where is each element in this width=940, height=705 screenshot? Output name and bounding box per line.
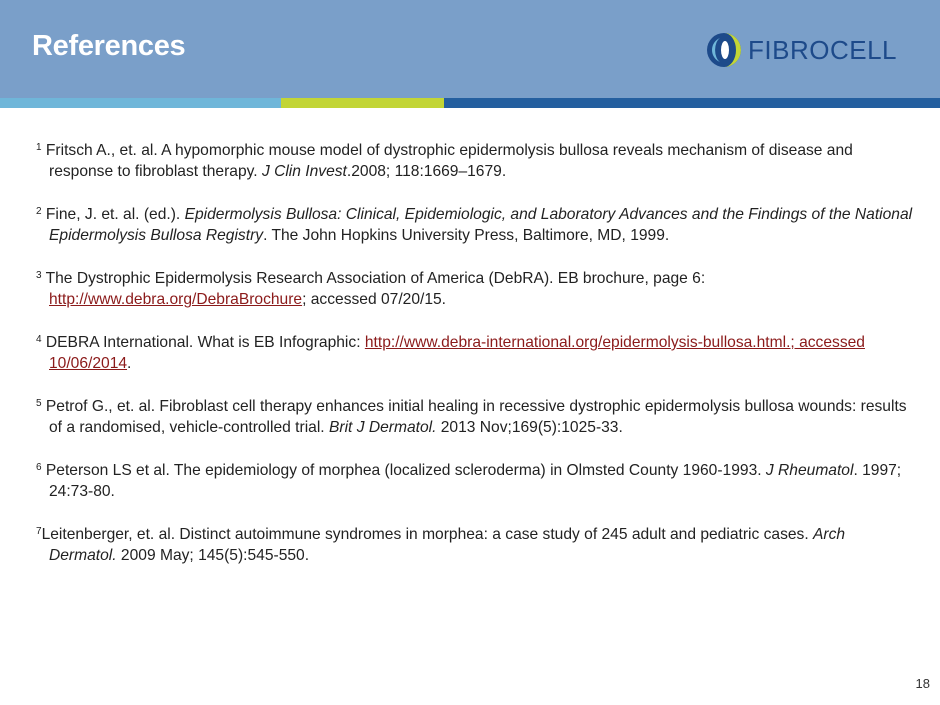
reference-text: Leitenberger, et. al. Distinct autoimmune syndromes in morphea: a case study of 245 adult and pediatric cases. bbox=[41, 526, 814, 543]
reference-item bbox=[36, 332, 916, 374]
reference-item bbox=[36, 460, 916, 502]
reference-number: 2 bbox=[36, 206, 42, 217]
reference-text: Petrof G., et. al. Fibroblast cell therapy enhances initial healing in recessive dystrophic epidermolysis bullosa wounds: results of a randomised, vehicle-controlled trial. bbox=[41, 398, 907, 436]
reference-italic-text: J Clin Invest bbox=[261, 163, 347, 180]
fibrocell-logo-icon bbox=[706, 30, 742, 70]
fibrocell-logo bbox=[706, 30, 897, 70]
reference-text: ; accessed 07/20/15. bbox=[302, 291, 447, 308]
reference-number: 5 bbox=[36, 398, 42, 409]
header-bar bbox=[0, 0, 940, 98]
accent-stripe-light-blue bbox=[0, 98, 281, 108]
reference-text: . bbox=[127, 355, 132, 372]
logo-text: FIBROCELL bbox=[748, 34, 897, 65]
reference-text: Fritsch A., et. al. A hypomorphic mouse model of dystrophic epidermolysis bullosa reveals mechanism of disease and response to fibroblast therapy. bbox=[41, 142, 853, 180]
reference-item bbox=[36, 140, 916, 182]
reference-italic-text: Epidermolysis Bullosa: Clinical, Epidemiologic, and Laboratory Advances and the Findings of the National Epidermolysis Bullosa Registry bbox=[49, 206, 913, 244]
reference-text: Fine, J. et. al. (ed.). bbox=[41, 206, 185, 223]
reference-number: 1 bbox=[36, 142, 42, 153]
page-title: References bbox=[32, 30, 186, 62]
reference-number: 7 bbox=[36, 526, 42, 537]
reference-item bbox=[36, 524, 916, 566]
reference-text: . The John Hopkins University Press, Baltimore, MD, 1999. bbox=[263, 227, 670, 244]
accent-stripe-green bbox=[281, 98, 444, 108]
reference-number: 6 bbox=[36, 462, 42, 473]
reference-list bbox=[36, 140, 916, 588]
reference-italic-text: Arch Dermatol. bbox=[49, 526, 846, 564]
reference-item bbox=[36, 268, 916, 310]
accent-stripe-dark-blue bbox=[444, 98, 940, 108]
reference-text: .2008; 118:1669–1679. bbox=[346, 163, 507, 180]
reference-item bbox=[36, 396, 916, 438]
reference-text: The Dystrophic Epidermolysis Research Association of America (DebRA). EB brochure, page 6: bbox=[41, 270, 706, 287]
reference-item bbox=[36, 204, 916, 246]
reference-italic-text: J Rheumatol bbox=[765, 462, 854, 479]
reference-link[interactable]: http://www.debra-international.org/epidermolysis-bullosa.html.; accessed 10/06/2014 bbox=[49, 334, 865, 372]
reference-text: Peterson LS et al. The epidemiology of morphea (localized scleroderma) in Olmsted County 1960-1993. bbox=[41, 462, 766, 479]
reference-link[interactable]: http://www.debra.org/DebraBrochure bbox=[49, 291, 303, 308]
page-number: 18 bbox=[915, 676, 930, 691]
reference-number: 4 bbox=[36, 334, 42, 345]
reference-text: . 1997; 24:73-80. bbox=[49, 462, 902, 500]
reference-number: 3 bbox=[36, 270, 42, 281]
reference-text: 2013 Nov;169(5):1025-33. bbox=[436, 419, 623, 436]
reference-italic-text: Brit J Dermatol. bbox=[328, 419, 437, 436]
reference-text: DEBRA International. What is EB Infographic: bbox=[41, 334, 365, 351]
reference-text: 2009 May; 145(5):545-550. bbox=[116, 547, 310, 564]
